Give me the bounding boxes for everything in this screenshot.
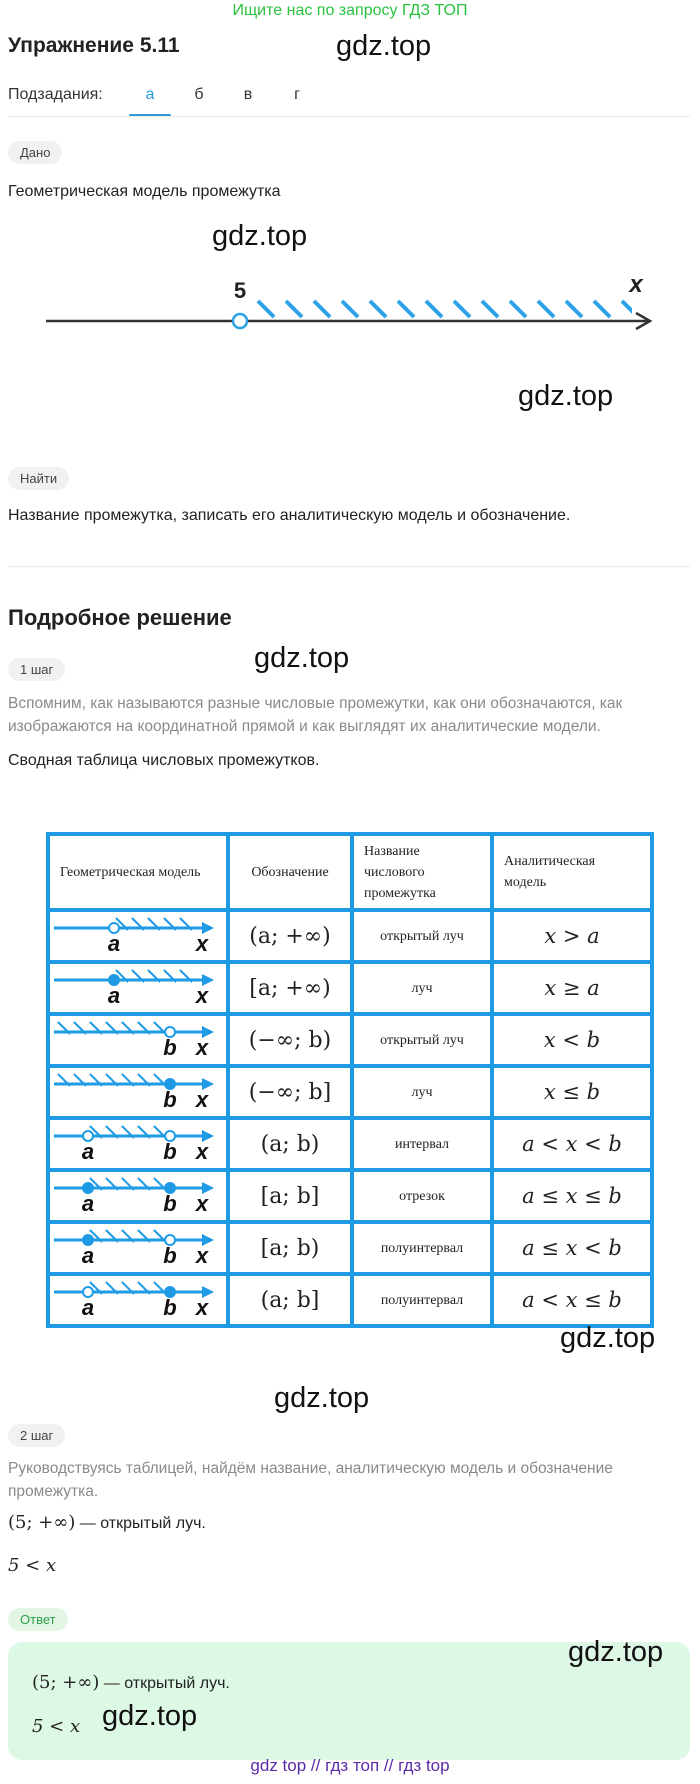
interval-name: луч: [411, 980, 433, 996]
interval-name: полуинтервал: [380, 1240, 464, 1256]
watermark: gdz.top: [274, 1382, 370, 1414]
model-cell: [492, 910, 652, 962]
watermark: gdz.top: [212, 220, 308, 252]
watermark: gdz.top: [518, 380, 614, 412]
a-label: a: [81, 1243, 95, 1268]
notation-cell: [228, 1170, 352, 1222]
watermark: gdz.top: [560, 1322, 656, 1354]
interval-name: отрезок: [399, 1188, 445, 1204]
table-row: [48, 1066, 652, 1118]
b-label: b: [163, 1035, 177, 1060]
step2-pill: 2 шаг: [8, 1424, 65, 1447]
table-row: [48, 1274, 652, 1326]
model-cell: [492, 1274, 652, 1326]
model-cell: [492, 1118, 652, 1170]
geo-model-figure: [52, 1172, 224, 1216]
x-label: x: [195, 1191, 209, 1216]
analytic-model: a ≤ x < b: [522, 1236, 622, 1260]
answer-notation: (5; +∞): [32, 1672, 100, 1693]
notation: (a; b]: [260, 1287, 320, 1313]
table-row: [48, 1222, 652, 1274]
answer-model: 5 < x: [32, 1716, 81, 1737]
answer-name: — открытый луч.: [99, 1675, 230, 1692]
x-label: x: [195, 1087, 209, 1112]
model-cell: [492, 962, 652, 1014]
a-label: a: [81, 1295, 95, 1320]
interval-name: открытый луч: [380, 1032, 464, 1048]
step1-text: Сводная таблица числовых промежутков.: [8, 752, 320, 769]
geo-model-figure: [52, 1016, 224, 1060]
a-label: a: [81, 1139, 95, 1164]
geo-model: [48, 1066, 228, 1118]
table-row: [48, 1170, 652, 1222]
notation: [a; b): [260, 1235, 320, 1261]
notation-cell: [228, 962, 352, 1014]
interval-name: луч: [411, 1084, 433, 1100]
b-label: b: [163, 1087, 177, 1112]
analytic-model: x ≥ a: [544, 976, 600, 1000]
given-text: Геометрическая модель промежутка: [8, 183, 281, 200]
open-point-icon: [233, 314, 247, 328]
table-row: [48, 1118, 652, 1170]
step2-notation: (5; +∞): [8, 1512, 76, 1533]
header-notation: Обозначение: [228, 834, 352, 910]
name-cell: [352, 1274, 492, 1326]
x-label: x: [195, 983, 209, 1008]
header-name: Название числового промежутка: [352, 834, 492, 910]
analytic-model: x ≤ b: [543, 1080, 601, 1104]
interval-name: открытый луч: [380, 928, 464, 944]
geo-model: [48, 962, 228, 1014]
notation-cell: [228, 1066, 352, 1118]
a-label: a: [107, 931, 121, 956]
answer-pill: Ответ: [8, 1608, 68, 1631]
given-pill: Дано: [8, 141, 62, 164]
geo-model-figure: [52, 912, 224, 956]
step2-note: Руководствуясь таблицей, найдём название, аналитическую модель и обозначение промежутка.: [8, 1460, 613, 1500]
geo-model-figure: [52, 1068, 224, 1112]
table-header-row: [48, 834, 652, 910]
notation: (a; b): [260, 1131, 320, 1157]
geo-model-figure: [52, 1120, 224, 1164]
table-row: [48, 1014, 652, 1066]
model-cell: [492, 1222, 652, 1274]
notation-cell: [228, 910, 352, 962]
geo-model: [48, 1014, 228, 1066]
table-row: [48, 962, 652, 1014]
watermark: gdz.top: [336, 30, 432, 62]
tab-v[interactable]: в: [243, 86, 253, 103]
x-label: x: [195, 1295, 209, 1320]
notation-cell: [228, 1014, 352, 1066]
geo-model: [48, 910, 228, 962]
header-model: Аналитическая модель: [492, 834, 652, 910]
geo-model: [48, 1118, 228, 1170]
geo-model: [48, 1274, 228, 1326]
tab-a[interactable]: а: [145, 86, 155, 103]
interval-name: полуинтервал: [380, 1292, 464, 1308]
x-label: x: [195, 931, 209, 956]
geo-model-figure: [52, 1224, 224, 1268]
b-label: b: [163, 1295, 177, 1320]
a-label: a: [81, 1191, 95, 1216]
geo-model-figure: [52, 964, 224, 1008]
name-cell: [352, 1222, 492, 1274]
page-title: Упражнение 5.11: [8, 34, 180, 57]
notation: (−∞; b]: [248, 1079, 332, 1105]
subtasks-label: Подзадания:: [8, 86, 103, 103]
top-banner[interactable]: Ищите нас по запросу ГДЗ ТОП: [232, 2, 468, 19]
b-label: b: [163, 1139, 177, 1164]
watermark: gdz.top: [102, 1700, 198, 1732]
notation: [a; +∞): [249, 975, 331, 1001]
geo-model-figure: [52, 1276, 224, 1320]
analytic-model: x < b: [543, 1028, 601, 1052]
analytic-model: a < x ≤ b: [522, 1288, 622, 1312]
find-pill: Найти: [8, 467, 69, 490]
find-text: Название промежутка, записать его аналитическую модель и обозначение.: [8, 507, 571, 524]
name-cell: [352, 1066, 492, 1118]
geo-model: [48, 1222, 228, 1274]
step1-pill: 1 шаг: [8, 658, 65, 681]
step2-name: — открытый луч.: [75, 1515, 206, 1532]
watermark: gdz.top: [254, 642, 350, 674]
solution-heading: Подробное решение: [8, 605, 232, 630]
name-cell: [352, 910, 492, 962]
name-cell: [352, 1014, 492, 1066]
step2-model: 5 < x: [8, 1555, 57, 1576]
x-label: x: [195, 1139, 209, 1164]
analytic-model: a < x < b: [522, 1132, 622, 1156]
divider: [8, 116, 690, 117]
model-cell: [492, 1014, 652, 1066]
notation-cell: [228, 1222, 352, 1274]
notation-cell: [228, 1274, 352, 1326]
notation: (a; +∞): [249, 923, 331, 949]
step1-note: Вспомним, как называются разные числовые промежутки, как они обозначаются, как изображаются на координатной прямой и как выглядят их аналитические модели.: [8, 695, 623, 735]
hatching: [258, 301, 638, 317]
point-label: 5: [233, 278, 247, 303]
geo-model: [48, 1170, 228, 1222]
header-geo: Геометрическая модель: [48, 834, 228, 910]
step2-line1: [8, 1512, 206, 1533]
number-line-figure: [0, 270, 700, 340]
notation: (−∞; b): [248, 1027, 332, 1053]
notation: [a; b]: [260, 1183, 320, 1209]
watermark: gdz.top: [568, 1636, 664, 1668]
name-cell: [352, 1170, 492, 1222]
analytic-model: a ≤ x ≤ b: [522, 1184, 622, 1208]
table-row: [48, 910, 652, 962]
name-cell: [352, 1118, 492, 1170]
b-label: b: [163, 1191, 177, 1216]
answer-line1: [32, 1672, 230, 1693]
x-label: x: [195, 1243, 209, 1268]
b-label: b: [163, 1243, 177, 1268]
divider: [8, 566, 690, 567]
tab-g[interactable]: г: [294, 86, 300, 103]
name-cell: [352, 962, 492, 1014]
model-cell: [492, 1170, 652, 1222]
x-label: x: [195, 1035, 209, 1060]
footer-links[interactable]: gdz top // гдз топ // гдз top: [250, 1756, 450, 1775]
notation-cell: [228, 1118, 352, 1170]
axis-label: x: [629, 271, 643, 298]
intervals-table: [46, 832, 654, 1328]
a-label: a: [107, 983, 121, 1008]
model-cell: [492, 1066, 652, 1118]
analytic-model: x > a: [544, 924, 600, 948]
interval-name: интервал: [394, 1136, 450, 1152]
tab-b[interactable]: б: [194, 86, 204, 103]
